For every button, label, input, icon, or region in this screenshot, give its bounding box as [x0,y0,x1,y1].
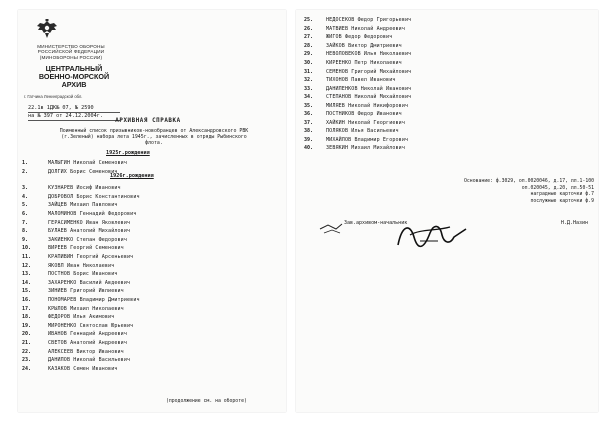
list-item-name: КРАПИВИН Георгий Арсеньевич [48,254,134,261]
list-item-number: 1. [22,160,29,167]
list-item-name: ЯКОВЛ Иван Николаевич [48,262,115,269]
source-line: послужные карточки ф.9 [530,198,594,204]
list-item [304,33,411,42]
list-item [304,16,411,25]
list-item-number: 16. [22,297,32,304]
list-item-number: 9. [22,236,29,243]
list-item-number: 33. [304,85,314,92]
list-item [22,322,140,331]
section-heading-1926: 1926г.рождения [110,173,154,179]
list-item-number: 38. [304,128,314,135]
list-item [304,93,411,102]
list-item-name: ТИХОНОВ Павел Иванович [326,77,396,84]
list-item-number: 39. [304,136,314,143]
letterhead-ministry: МИНИСТЕРСТВО ОБОРОНЫ РОССИЙСКОЙ ФЕДЕРАЦИИ (МИНОБОРОНЫ РОССИИ) [37,44,105,60]
list-item-name: МАЛОМИНОВ Геннадий Федорович [48,211,137,218]
list-item [304,42,411,51]
list-item [22,210,140,219]
list-item-number: 15. [22,288,32,295]
document-page-right [296,10,598,412]
list-item [22,347,140,356]
reference-date: на № 397 от 24.12.2004г. [28,113,120,121]
list-item-number: 30. [304,60,314,66]
sources-block [454,179,594,205]
list-item-name: ПОСТНОВ Борис Иванович [48,271,118,278]
signature-block [310,215,594,255]
list-item [304,59,411,68]
archive-name [24,65,124,90]
list-item [22,244,140,253]
list-item-number: 28. [304,42,314,49]
list-item [22,159,127,168]
document-page-left [18,10,286,412]
list-item-number: 21. [22,339,32,346]
list-item-number: 23. [22,357,32,364]
list-item [22,253,140,262]
list-item-name: ХАЙКИН Николай Георгиевич [326,119,406,126]
list-item [22,193,140,202]
list-item-name: СТЕПАНОВ Николай Михайлович [326,94,412,101]
document-title: АРХИВНАЯ СПРАВКА [115,118,181,124]
list-item-name: ПОСТНИКОВ Федор Иванович [326,111,402,118]
list-item-number: 12. [22,262,32,269]
list-item-name: ДАНИЛОВ Николай Васильевич [48,357,131,364]
list-item-number: 25. [304,17,314,24]
list-item-name: МАТВИЕВ Николай Андреевич [326,25,406,32]
list-item-number: 36. [304,111,314,118]
list-item-name: МИЛЯЕВ Николай Никифорович [326,102,409,109]
list-item-number: 22. [22,348,32,355]
double-headed-eagle-emblem [34,18,60,40]
source-line: оп.020045, д.20, лл.50-51 [521,185,594,191]
source-line: Основание: ф.3029, оп.0020046, д.17, лл.1-100 [464,179,594,184]
list-item-name: ЗИНИЕВ Григорий Ивлиевич [48,288,124,295]
list-item [22,201,140,210]
list-item-number: 17. [22,305,32,312]
list-item-number: 40. [304,145,314,152]
list-item-name: КИРЕЕНКО Петр Николаевич [326,60,402,66]
list-item-name: ЗАКИЕНКО Степан Федорович [48,236,128,243]
list-item-number: 37. [304,119,314,126]
list-item-name: ЖИГОВ Федор Федорович [326,34,393,41]
list-item-name: МИХАЙЛОВ Владимир Егорович [326,136,409,143]
list-item-name: МАЛЫГИН Николай Семенович [48,160,128,167]
list-item [304,50,411,59]
list-item-number: 3. [22,185,29,192]
list-item-name: ГЕРАСИМЕНКО Иван Яковлевич [48,219,131,226]
list-item-number: 5. [22,202,29,209]
list-item [22,356,140,365]
document-subtitle: Поименный список призывников-новобранцев от Александровского РВК (г.Зеленый) набора лета 1945г., зачисленных в отряды Рыбинского флота. [59,128,249,147]
signer-role: Зав.архивом-начальник [344,220,408,226]
list-item-name: ФЕДОРОВ Илья Акимович [48,314,115,321]
list-item-number: 2. [22,168,29,175]
list-item-name: ЗАЙЦЕВ Михаил Павлович [48,202,118,209]
list-item-number: 32. [304,77,314,84]
list-item-name: ДОБРОВОЛ Борис Константинович [48,193,140,200]
list-item [22,330,140,339]
list-item-number: 34. [304,94,314,101]
list-item-number: 7. [22,219,29,226]
list-item [22,313,140,322]
section-heading-1925: 1925г.рождения [106,150,150,156]
list-item-name: СВЕТОВ Анатолий Андреевич [48,339,128,346]
list-item [22,218,140,227]
list-item [22,304,140,313]
list-item-number: 27. [304,34,314,41]
signer-name: Н.Д.Назин [560,220,588,226]
list-item [22,296,140,305]
list-item-name: ЗАХАРЕНКО Василий Авдеевич [48,279,131,286]
list-item-number: 10. [22,245,32,252]
list-item-name: ВИРЕЕВ Георгий Семенович [48,245,124,252]
list-item-name: ЗЕВЯКИН Михаил Михайлович [326,145,406,152]
list-item [22,279,140,288]
list-item [22,270,140,279]
list-item-name: КУЗНАРЕВ Иосиф Иванович [48,185,121,192]
list-item-name: ДОЛГИХ Борис Семенович [48,168,118,175]
list-item-name: НЕДОСЕКОВ Федор Григорьевич [326,17,412,24]
list-item-number: 14. [22,279,32,286]
archive-name-line1: ЦЕНТРАЛЬНЫЙ [45,64,103,73]
name-list-1926 [22,184,140,373]
reference-number: 22.1в 1ДК№ 07, № 2590 [28,105,120,113]
list-item [304,119,411,128]
list-item [304,110,411,119]
list-item [304,25,411,34]
list-item-number: 35. [304,102,314,109]
list-item-name: НЕВОЛОВЕКОВ Илья Николаевич [326,51,412,58]
list-item [22,261,140,270]
list-item [22,227,140,236]
list-item [304,84,411,93]
list-item-number: 20. [22,331,32,338]
list-item [304,67,411,76]
list-item [22,236,140,245]
list-item-name: КАЗАКОВ Семен Иванович [48,365,118,372]
list-item-name: АЛЕКСЕЕВ Виктор Иванович [48,348,124,355]
list-item-name: ИВАНОВ Геннадий Андреевич [48,331,128,338]
list-item-number: 8. [22,228,29,235]
archive-name-line3: АРХИВ [61,80,87,90]
list-item-name: СЕМЕНОВ Григорий Михайлович [326,68,412,75]
list-item [22,287,140,296]
list-item-number: 18. [22,314,32,321]
list-item [22,364,140,373]
list-item-number: 6. [22,211,29,218]
list-item [304,76,411,85]
list-item [22,339,140,348]
list-item-number: 19. [22,322,32,329]
list-item-name: ЗАЙКОВ Виктор Дмитриевич [326,42,402,49]
list-item-number: 26. [304,25,314,32]
list-item-number: 13. [22,271,32,278]
name-list-continued [304,16,411,153]
list-item [304,127,411,136]
list-item [304,101,411,110]
source-line: наградные карточки ф.7 [530,192,594,198]
list-item [22,184,140,193]
list-item-number: 4. [22,193,29,200]
list-item [304,144,411,153]
list-item-name: КРЫЛОВ Михаил Николаевич [48,305,124,312]
continued-note: (продолжение см. на обороте) [166,399,247,404]
list-item-name: ПОНОМАРЕВ Владимир Дмитриевич [48,297,140,304]
list-item-name: ДАНИЛЕНКОВ Николай Иванович [326,85,412,92]
list-item-name: БУЛАЕВ Анатолий Михайлович [48,228,131,235]
list-item-number: 24. [22,365,32,372]
archive-address: г. Гатчина Ленинградской обл. [24,94,83,99]
list-item-name: МИРОНЕНКО Святослав Юрьевич [48,322,134,329]
list-item-number: 31. [304,68,314,75]
list-item [304,136,411,145]
handwritten-signature [380,215,500,255]
list-item-name: ПОЛЯКОВ Илья Васильевич [326,128,399,135]
archive-name-line2: ВОЕННО-МОРСКОЙ [38,72,110,82]
list-item-number: 29. [304,51,314,58]
list-item-number: 11. [22,254,32,261]
